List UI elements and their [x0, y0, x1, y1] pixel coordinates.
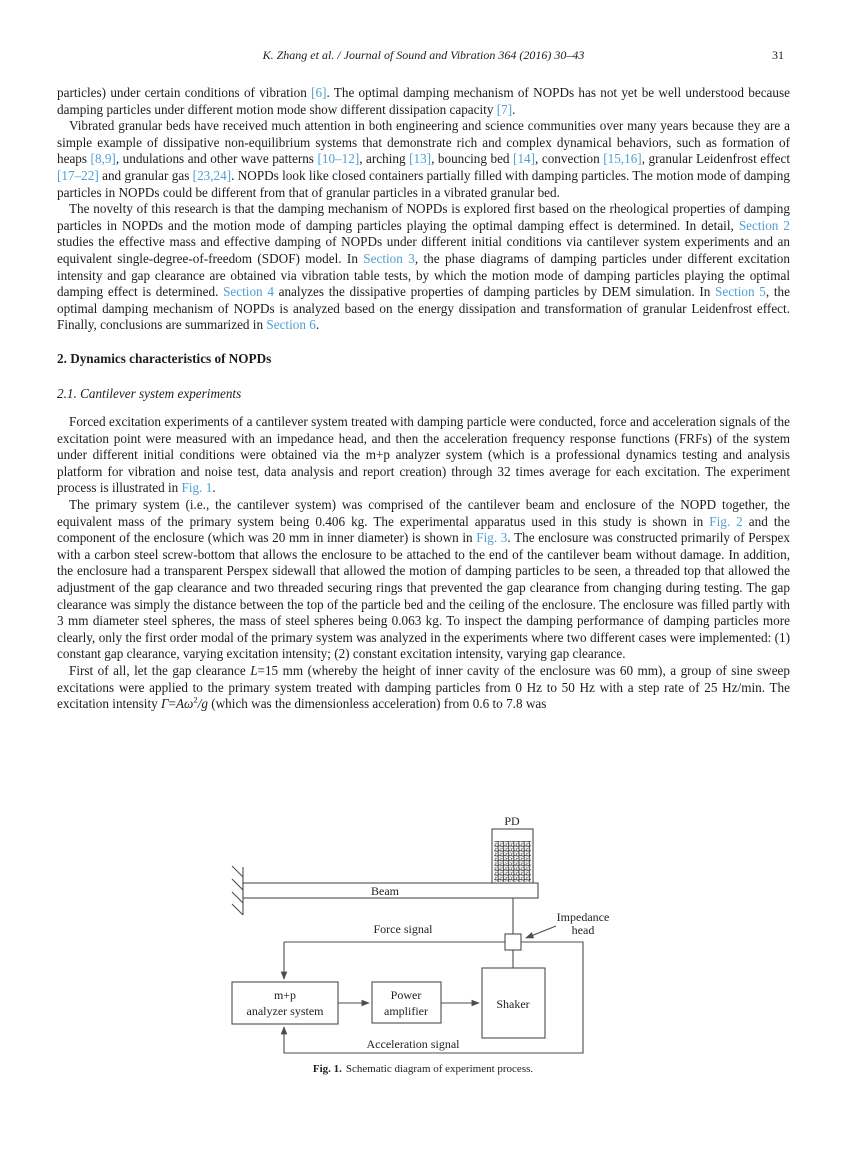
text-run: .: [512, 101, 516, 117]
fig-2-link[interactable]: Fig. 2: [709, 513, 743, 529]
impedance-head-label: Impedance: [556, 910, 610, 924]
text-run: L: [250, 663, 258, 678]
text-run: , arching: [359, 151, 410, 167]
damping-particles: [494, 841, 531, 882]
section-6-link[interactable]: Section 6: [266, 317, 316, 333]
shaker-box-label: Shaker: [496, 997, 530, 1011]
paragraph: [57, 414, 790, 497]
impedance-pointer-arrow: [526, 926, 556, 938]
section-2-link[interactable]: Section 2: [738, 217, 790, 233]
paragraph: [57, 663, 790, 713]
ref-6-link[interactable]: [6]: [311, 85, 327, 100]
text-run: /g: [197, 696, 208, 712]
text-run: 2: [193, 694, 198, 705]
running-head: [57, 48, 790, 63]
text-run: First of all, let the gap clearance: [69, 663, 251, 678]
ref-8-9-link[interactable]: [8,9]: [90, 151, 116, 167]
journal-header-title: K. Zhang et al. / Journal of Sound and Vibration 364 (2016) 30–43: [262, 48, 585, 62]
paragraph: [57, 118, 790, 201]
section-5-link[interactable]: Section 5: [715, 284, 766, 300]
figure-caption: [0, 1063, 846, 1075]
section-4-link[interactable]: Section 4: [223, 284, 274, 300]
text-run: and the component of the enclosure (which was 20 mm in inner diameter) is shown in: [57, 513, 791, 546]
fig-1-link[interactable]: Fig. 1: [181, 480, 213, 496]
force-signal-label: Force signal: [373, 922, 433, 936]
page-number: 31: [772, 48, 784, 62]
text-run: (which was the dimensionless acceleration) from 0.6 to 7.8 was: [207, 696, 547, 712]
text-run: =15 mm (whereby the height of inner cavity of the enclosure was 60 mm), a group of sine sweep excitations were applied to the primary system treated with damping particles from 0 Hz to 50 Hz with a step rate of 25 Hz/min. The excitation intensity: [57, 663, 790, 712]
text-run: Forced excitation experiments of a cantilever system treated with damping particle were conducted, force and acceleration signals of the excitation point were measured with an impedance head, and then the acceleration frequency response functions (FRFs) of the system under different initial conditions were obtained via the m+p analyzer system (which is a professional dynamics testing and analysis platform for vibration and noise test, data analysis and report creation) through 32 times average for each excitation. The experiment process is illustrated in: [57, 414, 790, 496]
text-run: , the phase diagrams of damping particles under different excitation intensity and gap clearance are obtained via vibration table tests, by which the motion mode of damping particles playing the optimal damping effect is determined.: [57, 250, 790, 300]
article-body: [57, 85, 790, 713]
text-run: Γ: [161, 696, 169, 712]
ref-17-22-link[interactable]: [17–22]: [57, 167, 99, 183]
text-run: . NOPDs look like closed containers partially filled with damping particles. The motion mode of damping particles in NOPDs could be different from that of granular particles in a vibrated granular bed.: [57, 167, 790, 200]
impedance-head-square: [505, 934, 521, 950]
ref-15-16-link[interactable]: [15,16]: [603, 151, 642, 167]
text-run: .: [212, 480, 216, 496]
figure-caption-text: Schematic diagram of experiment process.: [345, 1063, 534, 1075]
text-run: particles) under certain conditions of vibration: [57, 85, 312, 100]
section-heading: 2. Dynamics characteristics of NOPDs: [57, 350, 272, 366]
impedance-head-label: head: [571, 923, 595, 937]
text-run: , bouncing bed: [431, 151, 514, 167]
power-amplifier-box-label: Power: [390, 988, 422, 1002]
ref-10-12-link[interactable]: [10–12]: [317, 151, 360, 167]
analyzer-box-label: m+p: [273, 988, 297, 1002]
text-run: studies the effective mass and effective damping of NOPDs under different initial conditions via cantilever system experiments and an equivalent single-degree-of-freedom (SDOF) model. In: [57, 234, 790, 266]
ref-14-link[interactable]: [14]: [513, 151, 536, 167]
text-run: , undulations and other wave patterns: [115, 151, 318, 167]
pd-label: PD: [504, 814, 520, 828]
paragraph: [57, 497, 790, 663]
text-run: The novelty of this research is that the damping mechanism of NOPDs is explored first based on the rheological properties of damping particles in NOPDs and the motion mode of damping particles playing the optimal damping effect is determined. In detail,: [57, 201, 790, 233]
text-run: . The optimal damping mechanism of NOPDs has not yet be well understood because damping particles under different motion mode show different dissipation capacity: [57, 85, 790, 117]
text-run: , convection: [535, 151, 604, 167]
text-run: , granular Leidenfrost effect: [641, 151, 791, 167]
text-run: =: [168, 696, 176, 712]
text-run: analyzes the dissipative properties of damping particles by DEM simulation. In: [273, 284, 716, 300]
acceleration-signal-label: Acceleration signal: [366, 1037, 460, 1051]
text-run: Aω: [175, 696, 194, 712]
ref-13-link[interactable]: [13]: [409, 151, 432, 167]
ref-7-link[interactable]: [7]: [496, 101, 513, 117]
power-amplifier-box-label: amplifier: [384, 1004, 428, 1018]
figure-caption-label: Fig. 1.: [312, 1063, 342, 1075]
paragraph: [57, 85, 790, 118]
text-run: . The enclosure was constructed primarily of Perspex with a carbon steel screw-bottom that allows the enclosure to be attached to the end of the cantilever beam without damage. In addition, the enclosure had a transparent Perspex sidewall that allowed the motion of damping particles to be seen, a threaded top that allowed the adjustment of the gap clearance and two threaded securing rings that prevented the gap clearance from changing during testing. The gap clearance was simply the distance between the top of the particle bed and the ceiling of the enclosure. The enclosure was filled partly with 3 mm diameter steel spheres, the mass of steel spheres being 0.063 kg. To inspect the damping performance of damping particles more clearly, only the first order modal of the primary system was analyzed in the experiments where two different cases were implemented: (1) constant gap clearance, varying excitation intensity; (2) constant excitation intensity, varying gap clearance.: [57, 530, 791, 662]
beam-label: Beam: [371, 884, 399, 898]
text-run: , the optimal damping mechanism of NOPDs is analyzed based on the energy dissipation and transformation of granular Leidenfrost effect. Finally, conclusions are summarized in: [57, 284, 790, 333]
ref-23-24-link[interactable]: [23,24]: [192, 167, 232, 183]
text-run: Vibrated granular beds have received much attention in both engineering and science communities over many years because they are a simple example of dissipative non-equilibrium systems that demonstrate rich and complex dynamical behaviors, such as formation of heaps: [57, 118, 790, 167]
analyzer-box-label: analyzer system: [246, 1004, 324, 1018]
text-run: The primary system (i.e., the cantilever system) was comprised of the cantilever beam and enclosure of the NOPD together, the equivalent mass of the primary system being 0.406 kg. The experimental apparatus used in this study is shown in: [57, 497, 790, 529]
text-run: and granular gas: [98, 167, 193, 183]
wall-anchor: [232, 866, 243, 915]
figure-1-diagram: [225, 810, 625, 1060]
subsection-heading: 2.1. Cantilever system experiments: [57, 385, 242, 401]
paragraph: [57, 201, 790, 334]
fig-3-link[interactable]: Fig. 3: [476, 530, 508, 546]
section-3-link[interactable]: Section 3: [363, 250, 415, 266]
text-run: .: [315, 317, 320, 333]
